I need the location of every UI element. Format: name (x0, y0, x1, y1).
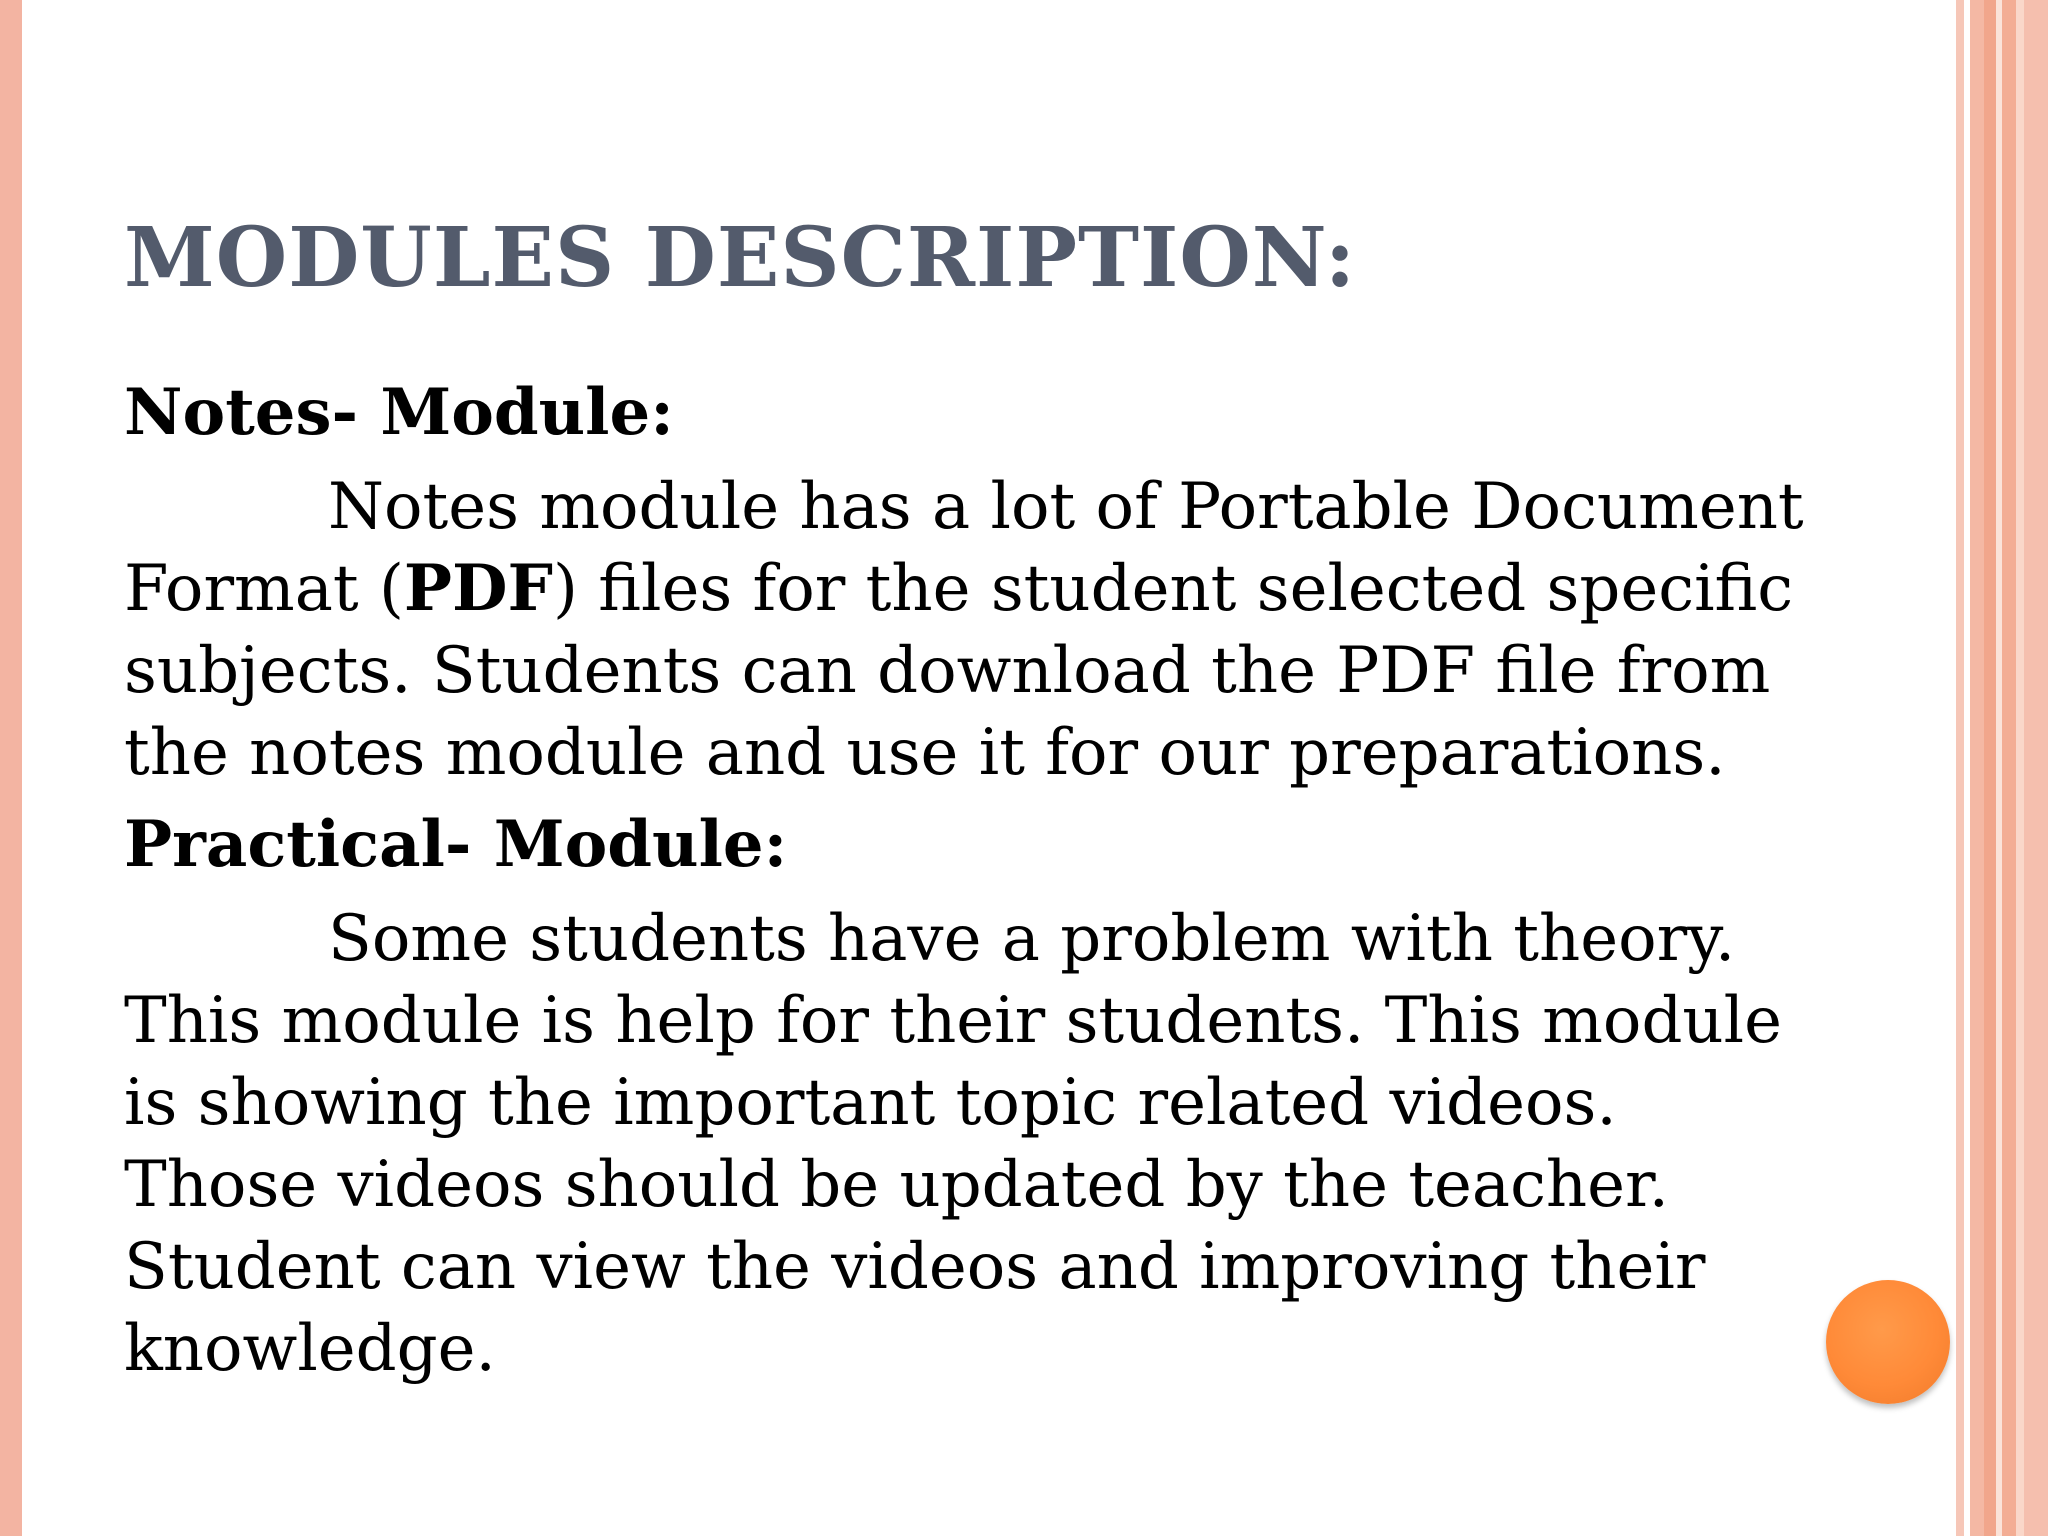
text-fragment: Format ( (124, 552, 404, 626)
right-border-stripe (2002, 0, 2016, 1536)
notes-module-heading: Notes- Module: (124, 375, 674, 450)
right-border-stripe (2024, 0, 2048, 1536)
text-line: Notes module has a lot of Portable Document (328, 470, 1804, 544)
slide-title: MODULES DESCRIPTION: (124, 210, 1357, 306)
text-line: subjects. Students can download the PDF file from (124, 634, 1771, 708)
text-line: Some students have a problem with theory. (328, 902, 1736, 976)
text-line: Student can view the videos and improving their (124, 1230, 1706, 1304)
slide-body (124, 372, 1824, 1390)
text-line: This module is help for their students. This module (124, 984, 1782, 1058)
notes-module-description (124, 466, 1824, 794)
text-line: knowledge. (124, 1312, 496, 1386)
text-line: is showing the important topic related videos. (124, 1066, 1617, 1140)
text-line: Those videos should be updated by the teacher. (124, 1148, 1669, 1222)
right-border-stripe (1970, 0, 1984, 1536)
text-fragment: ) files for the student selected specific (552, 552, 1794, 626)
right-border-stripe (1956, 0, 1964, 1536)
right-border-stripe (2016, 0, 2024, 1536)
right-border-stripe (1984, 0, 1996, 1536)
left-border-decoration (0, 0, 22, 1536)
practical-module-heading: Practical- Module: (124, 807, 788, 882)
text-line (124, 548, 1824, 630)
orange-circle-decoration (1826, 1280, 1950, 1404)
practical-module-description (124, 898, 1824, 1390)
text-line: the notes module and use it for our preparations. (124, 716, 1726, 790)
pdf-acronym: PDF (403, 551, 553, 626)
